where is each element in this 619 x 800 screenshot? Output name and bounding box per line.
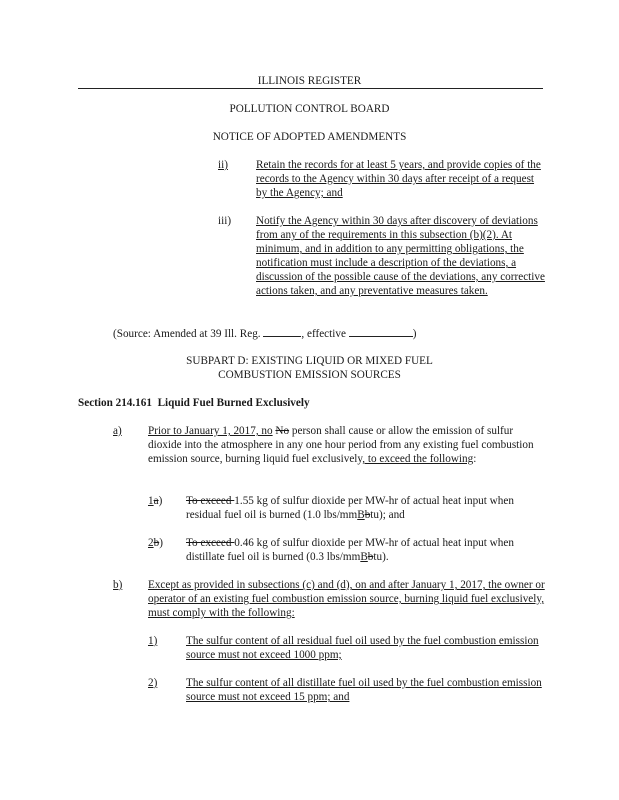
para-b-item2-marker: 2) (148, 677, 158, 689)
item-ii-marker: ii) (218, 159, 228, 171)
para-a-item1-text: To exceed 1.55 kg of sulfur dioxide per MW-hr of actual heat input when residual fuel oil is burned (1.0 lbs/mmBbtu); and (186, 495, 514, 521)
subpart-heading-line1: SUBPART D: EXISTING LIQUID OR MIXED FUEL (186, 355, 433, 367)
para-a-text: Prior to January 1, 2017, no No person shall cause or allow the emission of sulfur dioxide into the atmosphere in any one hour period from any existing fuel combustion emission source, burning liquid fuel exclusively, to exceed the following: (148, 425, 534, 465)
para-a-marker: a) (113, 425, 122, 437)
source-note: (Source: Amended at 39 Ill. Reg. , effective ) (113, 328, 417, 340)
para-b-text: Except as provided in subsections (c) and (d), on and after January 1, 2017, the owner or operator of an existing fuel combustion emission source, burning liquid fuel exclusively, must comply with the following: (148, 579, 545, 619)
para-b-item2-text: The sulfur content of all distillate fuel oil used by the fuel combustion emission source must not exceed 15 ppm; and (186, 677, 542, 703)
para-a-item2-text: To exceed 0.46 kg of sulfur dioxide per MW-hr of actual heat input when distillate fuel oil is burned (0.3 lbs/mmBbtu). (186, 537, 514, 563)
header-rule (78, 88, 543, 89)
para-b-item1-text: The sulfur content of all residual fuel oil used by the fuel combustion emission source must not exceed 1000 ppm; (186, 635, 539, 661)
item-iii-marker: iii) (218, 215, 232, 227)
section-heading: Section 214.161 Liquid Fuel Burned Exclusively (78, 397, 310, 409)
para-a-item2-marker: 2b) (148, 537, 163, 549)
notice-title: NOTICE OF ADOPTED AMENDMENTS (212, 131, 407, 143)
item-iii-text: Notify the Agency within 30 days after discovery of deviations from any of the requirements in this subsection (b)(2). At minimum, and in addition to any permitting obligations, the notification must include a description of the deviations, a discussion of the possible cause of the deviations, any corrective actions taken, and any preventative measures taken. (256, 215, 545, 297)
item-ii-text: Retain the records for at least 5 years, and provide copies of the records to the Agency within 30 days after receipt of a request by the Agency; and (256, 159, 541, 199)
para-a-item1-marker: 1a) (148, 495, 163, 507)
subpart-heading-line2: COMBUSTION EMISSION SOURCES (218, 369, 401, 381)
register-title: ILLINOIS REGISTER (257, 75, 362, 87)
para-b-marker: b) (113, 579, 123, 591)
para-b-item1-marker: 1) (148, 635, 158, 647)
board-name: POLLUTION CONTROL BOARD (229, 103, 390, 115)
